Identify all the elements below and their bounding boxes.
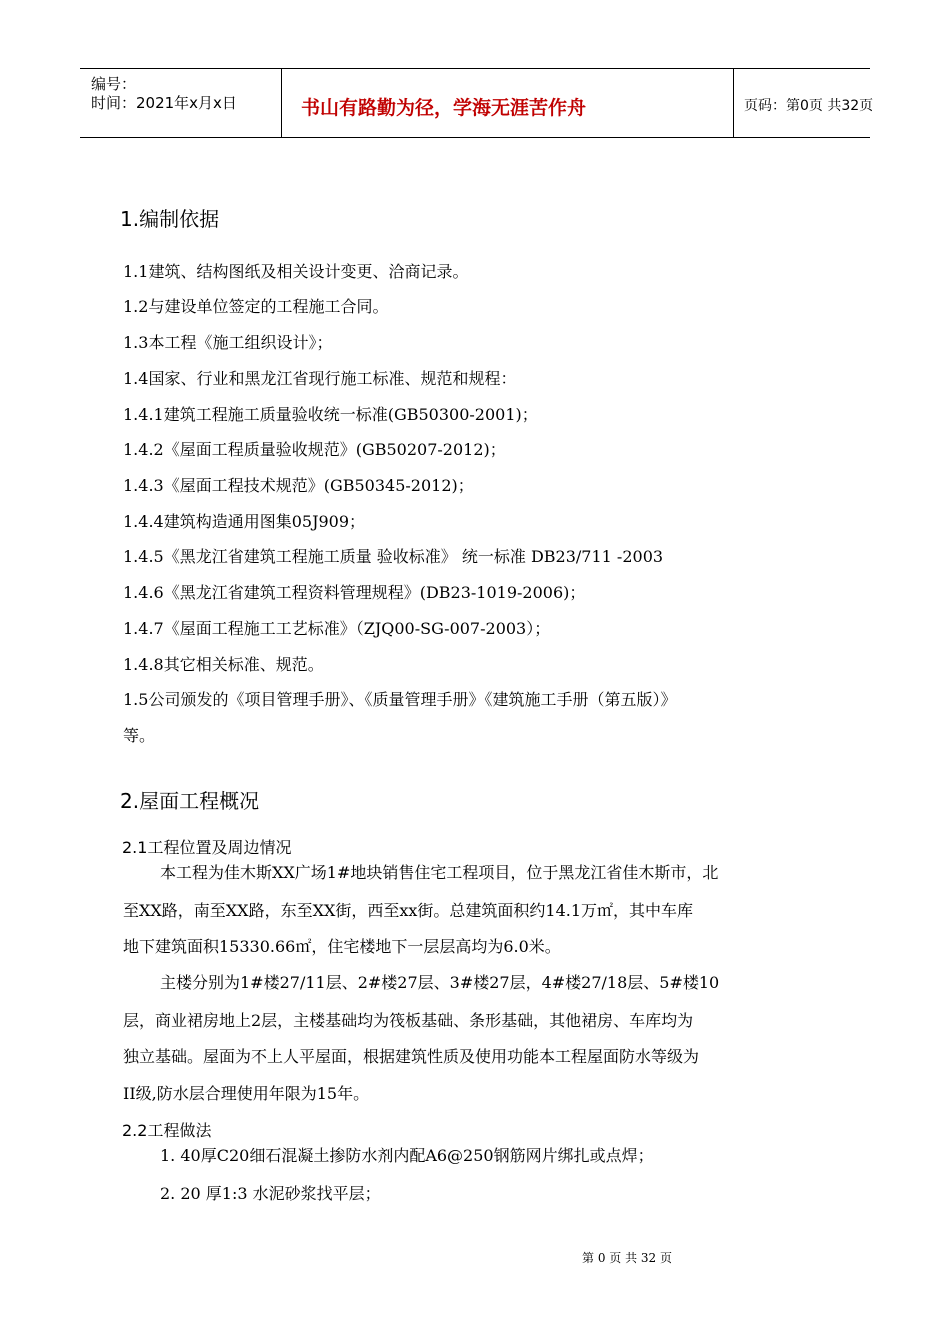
basis-item: 1.1建筑、结构图纸及相关设计变更、洽商记录。 [123,262,469,281]
header-info-cell [80,69,282,137]
basis-item: 1.2与建设单位签定的工程施工合同。 [123,297,389,316]
page-footer: 第 0 页 共 32 页 [582,1251,672,1265]
paragraph-line: 独立基础。屋面为不上人平屋面，根据建筑性质及使用功能本工程屋面防水等级为 [123,1047,700,1066]
basis-item: 1.4.4建筑构造通用图集05J909； [123,512,366,531]
basis-item: 1.4.7《屋面工程施工工艺标准》（ZJQ00-SG-007-2003）； [123,619,551,638]
basis-item-continuation: 等。 [123,726,156,745]
basis-item: 1.4.2《屋面工程质量验收规范》(GB50207-2012)； [123,440,506,459]
header-motto: 书山有路勤为径，学海无涯苦作舟 [301,97,587,119]
header-page-info: 页码：第0页 共32页 [744,98,874,114]
basis-item: 1.4.3《屋面工程技术规范》(GB50345-2012)； [123,476,474,495]
paragraph-line: 层，商业裙房地上2层，主楼基础均为筏板基础、条形基础，其他裙房、车库均为 [123,1011,694,1030]
method-item: 1. 40厚C20细石混凝土掺防水剂内配A6@250钢筋网片绑扎或点焊； [160,1146,654,1165]
paragraph-line: II级,防水层合理使用年限为15年。 [123,1084,370,1103]
document-number-label: 编号： [91,75,137,93]
subsection-title-location: 2.1工程位置及周边情况 [122,838,292,857]
document-date: 时间：2021年x月x日 [91,94,237,112]
paragraph-line: 至XX路，南至XX路，东至XX街，西至xx街。总建筑面积约14.1万㎡，其中车库 [123,901,694,920]
page-header [80,68,874,138]
section-title-overview: 2.屋面工程概况 [120,789,260,813]
section-title-basis: 1.编制依据 [120,207,220,231]
paragraph-line: 地下建筑面积15330.66㎡，住宅楼地下一层层高均为6.0米。 [123,937,561,956]
header-motto-cell [281,69,734,137]
subsection-title-method: 2.2工程做法 [122,1121,212,1140]
basis-item: 1.3本工程《施工组织设计》； [123,333,333,352]
method-item: 2. 20 厚1:3 水泥砂浆找平层； [160,1184,381,1203]
basis-item: 1.4.5《黑龙江省建筑工程施工质量 验收标准》 统一标准 DB23/711 -2003 [123,547,664,566]
paragraph-line: 主楼分别为1#楼27/11层、2#楼27层、3#楼27层，4#楼27/18层、5#楼10 [160,973,720,992]
basis-item: 1.5公司颁发的《项目管理手册》、《质量管理手册》《建筑施工手册（第五版）》 [123,690,677,709]
basis-item: 1.4.1建筑工程施工质量验收统一标准(GB50300-2001)； [123,405,538,424]
basis-item: 1.4国家、行业和黑龙江省现行施工标准、规范和规程： [123,369,517,388]
header-page-cell [734,69,874,137]
paragraph-line: 本工程为佳木斯XX广场1#地块销售住宅工程项目，位于黑龙江省佳木斯市，北 [160,863,719,882]
basis-item: 1.4.8其它相关标准、规范。 [123,655,324,674]
basis-item: 1.4.6《黑龙江省建筑工程资料管理规程》(DB23-1019-2006)； [123,583,586,602]
